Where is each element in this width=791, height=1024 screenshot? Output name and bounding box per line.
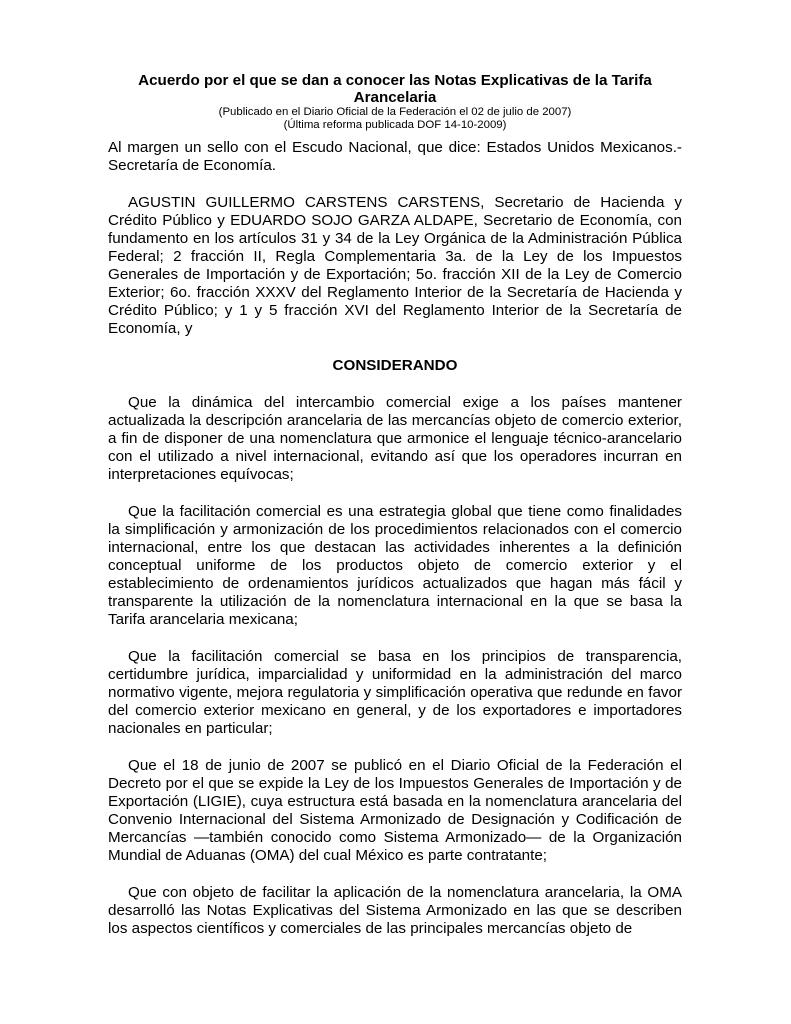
- considerando-paragraph: Que el 18 de junio de 2007 se publicó en el Diario Oficial de la Federación el Decreto por el que se expide la Ley de los Impuestos Generales de Importación y de Exportación (LIGIE), cuya estructura está basada en la nomenclatura arancelaria del Convenio Internacional del Sistema Armonizado de Designación y Codificación de Mercancías —también conocido como Sistema Armonizado— de la Organización Mundial de Aduanas (OMA) del cual México es parte contratante;: [108, 757, 682, 864]
- considerando-paragraph: Que la facilitación comercial es una estrategia global que tiene como finalidades la simplificación y armonización de los procedimientos relacionados con el comercio internacional, entre los que destacan las actividades inherentes a la definición conceptual uniforme de los productos objeto de comercio exterior y el establecimiento de ordenamientos jurídicos actualizados que hagan más fácil y transparente la utilización de la nomenclatura internacional en la que se basa la Tarifa arancelaria mexicana;: [108, 503, 682, 628]
- preamble-paragraph: AGUSTIN GUILLERMO CARSTENS CARSTENS, Secretario de Hacienda y Crédito Público y EDUARDO SOJO GARZA ALDAPE, Secretario de Economía, con fundamento en los artículos 31 y 34 de la Ley Orgánica de la Administración Pública Federal; 2 fracción II, Regla Complementaria 3a. de la Ley de los Impuestos Generales de Importación y de Exportación; 5o. fracción XII de la Ley de Comercio Exterior; 6o. fracción XXXV del Reglamento Interior de la Secretaría de Hacienda y Crédito Público; y 1 y 5 fracción XVI del Reglamento Interior de la Secretaría de Economía, y: [108, 194, 682, 337]
- publication-note: (Publicado en el Diario Oficial de la Federación el 02 de julio de 2007): [218, 106, 572, 118]
- considerando-paragraph: Que la facilitación comercial se basa en los principios de transparencia, certidumbre jurídica, imparcialidad y uniformidad en la administración del marco normativo vigente, mejora regulatoria y simplificación operativa que redunde en favor del comercio exterior mexicano en general, y de los exportadores e importadores nacionales en particular;: [108, 648, 682, 737]
- considerando-paragraph: Que la dinámica del intercambio comercial exige a los países mantener actualizada la descripción arancelaria de las mercancías objeto de comercio exterior, a fin de disponer de una nomenclatura que armonice el lenguaje técnico-arancelario con el utilizado a nivel internacional, evitando así que los operadores incurran en interpretaciones equívocas;: [108, 394, 682, 483]
- document-title: Acuerdo por el que se dan a conocer las Notas Explicativas de la Tarifa Arancelaria: [138, 72, 652, 106]
- section-heading: CONSIDERANDO: [332, 357, 458, 374]
- considerando-paragraph: Que con objeto de facilitar la aplicación de la nomenclatura arancelaria, la OMA desarrolló las Notas Explicativas del Sistema Armonizado en las que se describen los aspectos científicos y comerciales de las principales mercancías objeto de: [108, 884, 682, 937]
- intro-paragraph: Al margen un sello con el Escudo Nacional, que dice: Estados Unidos Mexicanos.- Secretaría de Economía.: [108, 139, 682, 174]
- reform-note: (Última reforma publicada DOF 14-10-2009): [283, 119, 507, 131]
- document-page: [108, 72, 682, 938]
